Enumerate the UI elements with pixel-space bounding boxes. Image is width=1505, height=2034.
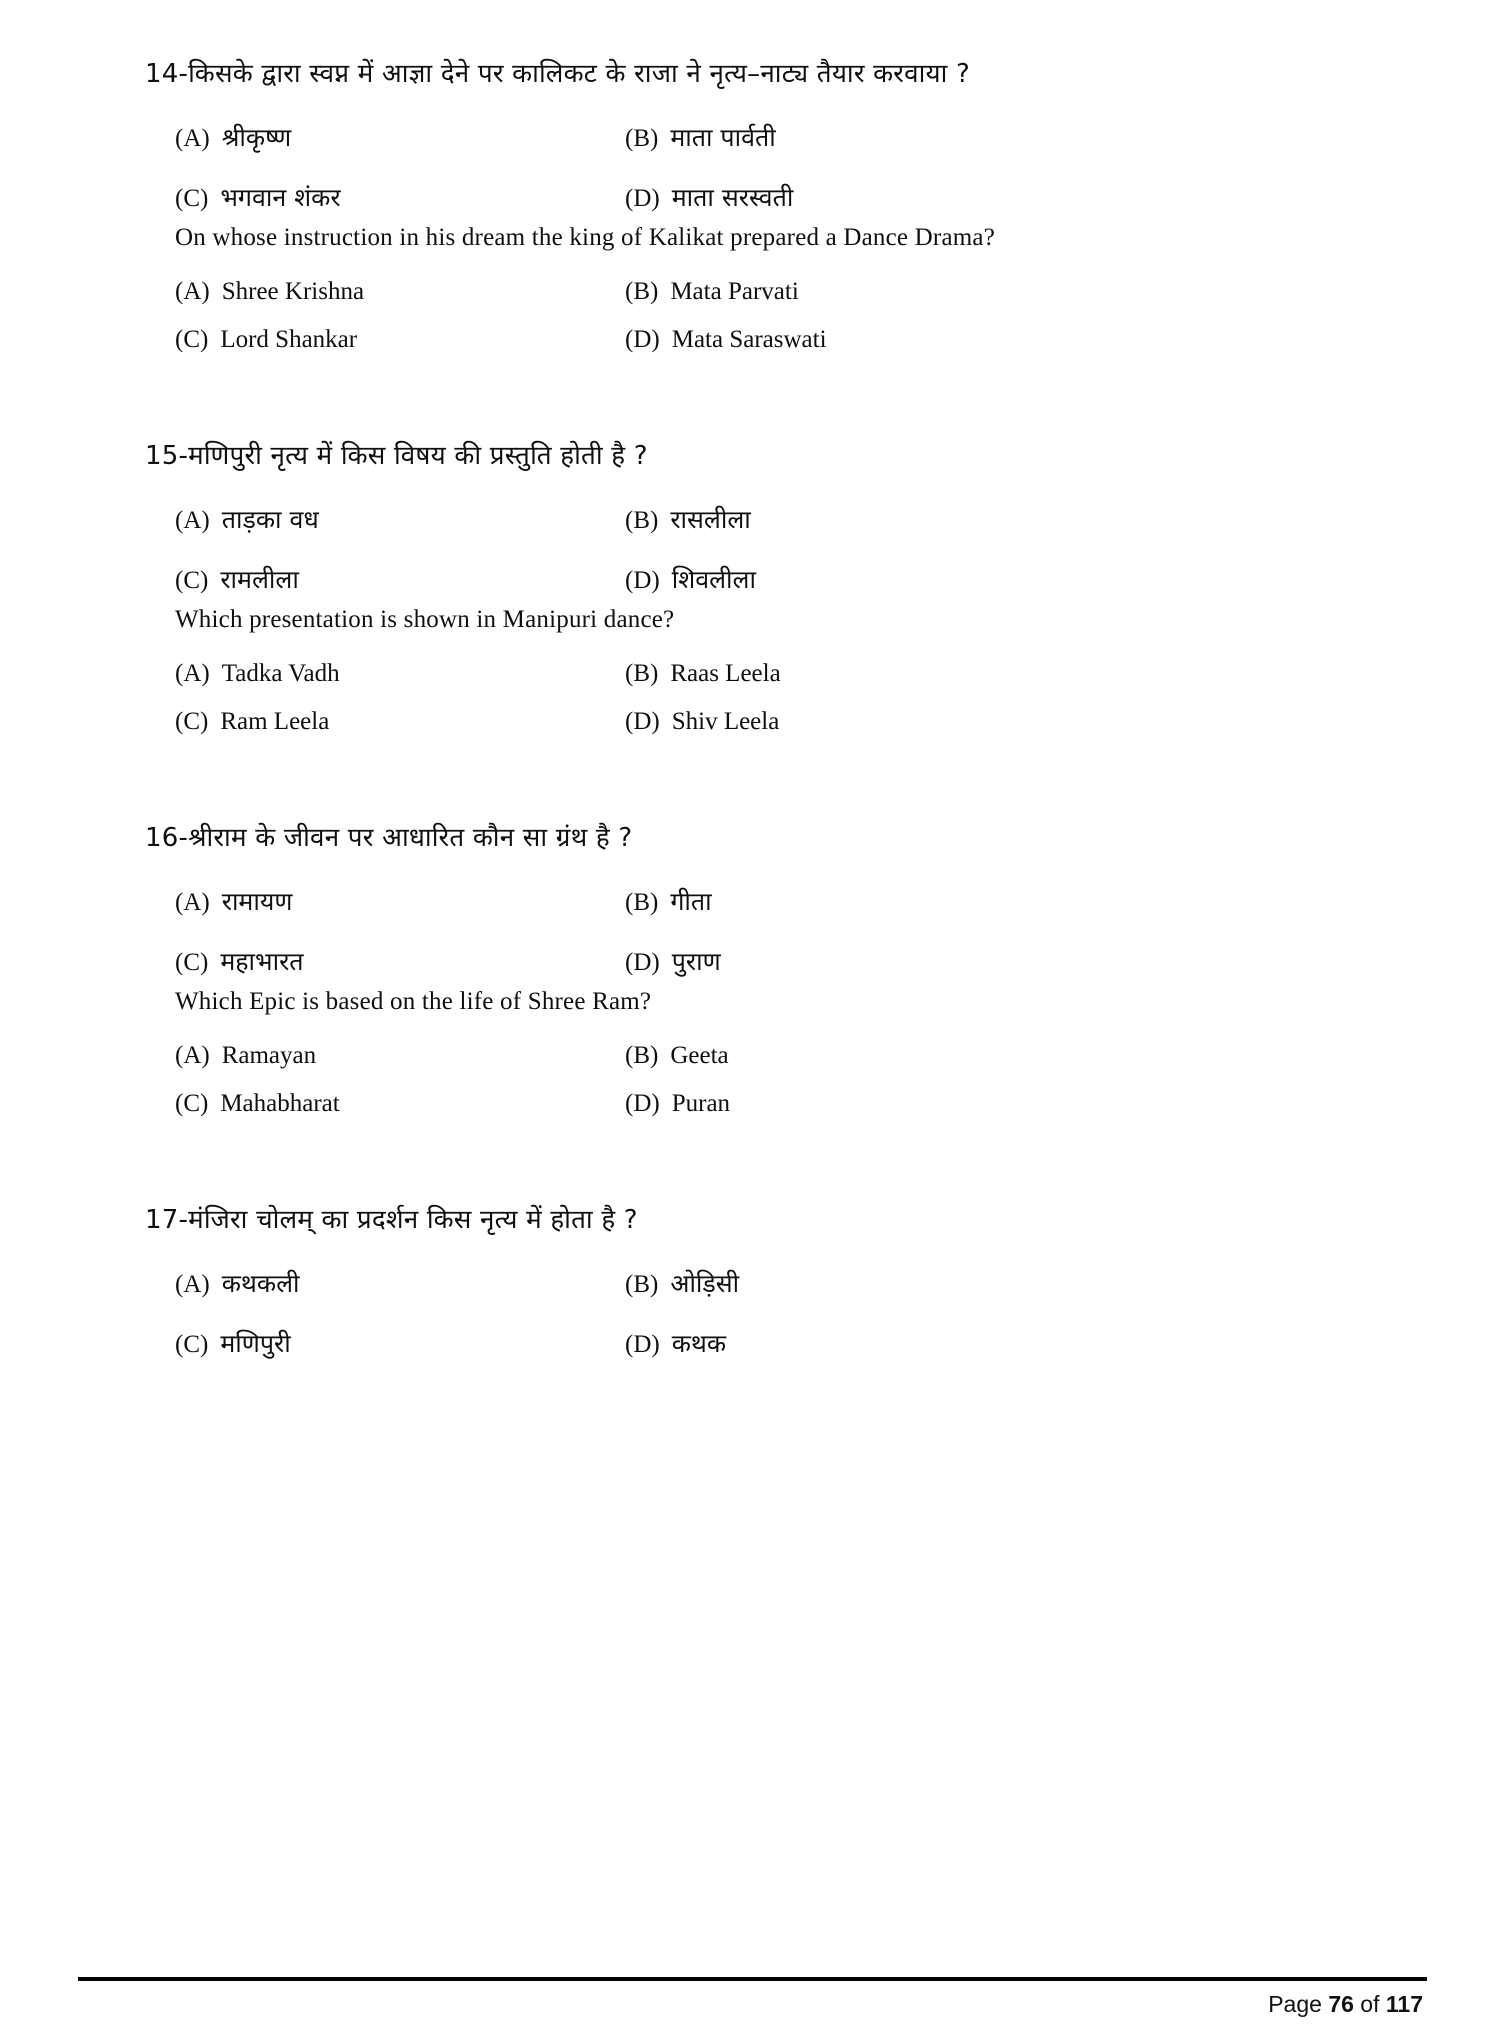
english-options-16: [145, 1042, 1385, 1118]
option-key: (B): [625, 1041, 659, 1069]
option-row: [145, 884, 1385, 918]
option-row: [145, 502, 1385, 536]
question-block-15: [145, 438, 1385, 736]
question-block-17: [145, 1202, 1385, 1360]
option-key: (D): [625, 566, 660, 594]
option-label: ताड़का वध: [221, 504, 319, 534]
option-key: (A): [175, 277, 210, 305]
option-label: Ramayan: [221, 1041, 317, 1069]
option-b[interactable]: [625, 1042, 1385, 1070]
hindi-options-15: [145, 502, 1385, 596]
option-c[interactable]: [175, 944, 625, 978]
option-row: [145, 278, 1385, 306]
option-row: [145, 660, 1385, 688]
option-key: (B): [625, 277, 659, 305]
option-key: (A): [175, 124, 210, 152]
option-b[interactable]: [625, 660, 1385, 688]
option-a[interactable]: [175, 884, 625, 918]
option-a[interactable]: [175, 278, 625, 306]
option-key: (B): [625, 659, 659, 687]
option-label: शिवलीला: [671, 564, 756, 594]
option-label: पुराण: [671, 946, 721, 976]
question-block-14: [145, 56, 1385, 354]
english-options-15: [145, 660, 1385, 736]
option-key: (C): [175, 707, 209, 735]
hindi-options-17: [145, 1266, 1385, 1360]
option-key: (A): [175, 888, 210, 916]
option-key: (A): [175, 506, 210, 534]
option-row: [145, 708, 1385, 736]
option-b[interactable]: [625, 120, 1385, 154]
option-label: Mahabharat: [220, 1089, 340, 1117]
option-key: (C): [175, 566, 209, 594]
footer-prefix: Page: [1268, 1991, 1329, 2017]
hindi-options-14: [145, 120, 1385, 214]
option-key: (B): [625, 1270, 659, 1298]
footer-total-pages: 117: [1385, 1991, 1423, 2017]
option-label: Puran: [671, 1089, 731, 1117]
option-row: [145, 944, 1385, 978]
option-key: (D): [625, 325, 660, 353]
option-key: (D): [625, 707, 660, 735]
option-key: (C): [175, 1089, 209, 1117]
option-d[interactable]: [625, 1326, 1385, 1360]
question-stem-hindi: 16-श्रीराम के जीवन पर आधारित कौन सा ग्रंथ है ?: [145, 822, 633, 853]
option-label: Geeta: [670, 1041, 729, 1069]
footer-current-page: 76: [1328, 1991, 1354, 2017]
page-number-label: [78, 1981, 1427, 2018]
page-footer: [78, 1977, 1427, 2018]
option-label: रासलीला: [670, 504, 751, 534]
option-row: [145, 1266, 1385, 1300]
english-options-14: [145, 278, 1385, 354]
option-key: (C): [175, 948, 209, 976]
question-stem-english: On whose instruction in his dream the king of Kalikat prepared a Dance Drama?: [175, 223, 995, 251]
option-key: (C): [175, 325, 209, 353]
option-row: [145, 562, 1385, 596]
option-c[interactable]: [175, 562, 625, 596]
option-key: (B): [625, 888, 659, 916]
option-row: [145, 120, 1385, 154]
question-spacer: [145, 398, 1385, 438]
option-row: [145, 1042, 1385, 1070]
option-key: (C): [175, 184, 209, 212]
option-row: [145, 1326, 1385, 1360]
option-a[interactable]: [175, 660, 625, 688]
option-a[interactable]: [175, 502, 625, 536]
option-key: (D): [625, 1089, 660, 1117]
option-label: कथक: [671, 1328, 727, 1358]
option-a[interactable]: [175, 1042, 625, 1070]
option-label: कथकली: [221, 1268, 300, 1298]
option-b[interactable]: [625, 884, 1385, 918]
footer-middle: of: [1353, 1991, 1386, 2017]
option-label: Ram Leela: [220, 707, 330, 735]
option-key: (C): [175, 1330, 209, 1358]
option-label: महाभारत: [220, 946, 304, 976]
option-c[interactable]: [175, 180, 625, 214]
option-key: (D): [625, 1330, 660, 1358]
option-label: भगवान शंकर: [220, 182, 341, 212]
option-key: (A): [175, 1041, 210, 1069]
question-stem-english: Which Epic is based on the life of Shree Ram?: [175, 987, 652, 1015]
option-c[interactable]: [175, 1090, 625, 1118]
question-stem-hindi: 17-मंजिरा चोलम् का प्रदर्शन किस नृत्य में होता है ?: [145, 1204, 638, 1235]
option-row: [145, 326, 1385, 354]
question-block-16: [145, 820, 1385, 1118]
option-b[interactable]: [625, 502, 1385, 536]
option-row: [145, 1090, 1385, 1118]
option-a[interactable]: [175, 120, 625, 154]
option-key: (D): [625, 948, 660, 976]
option-label: Mata Parvati: [670, 277, 799, 305]
question-stem-hindi: 14-किसके द्वारा स्वप्न में आज्ञा देने पर कालिकट के राजा ने नृत्य–नाट्य तैयार करवाया ?: [145, 59, 970, 89]
option-key: (A): [175, 1270, 210, 1298]
option-label: माता सरस्वती: [671, 182, 794, 212]
option-d[interactable]: [625, 562, 1385, 596]
option-key: (B): [625, 506, 659, 534]
option-row: [145, 180, 1385, 214]
option-label: श्रीकृष्ण: [221, 122, 292, 152]
option-d[interactable]: [625, 944, 1385, 978]
option-d[interactable]: [625, 1090, 1385, 1118]
option-b[interactable]: [625, 1266, 1385, 1300]
option-key: (B): [625, 124, 659, 152]
option-label: Raas Leela: [670, 659, 781, 687]
hindi-options-16: [145, 884, 1385, 978]
option-key: (D): [625, 184, 660, 212]
option-label: Lord Shankar: [220, 325, 358, 353]
option-d[interactable]: [625, 326, 1385, 354]
option-label: Mata Saraswati: [671, 325, 827, 353]
option-a[interactable]: [175, 1266, 625, 1300]
option-label: मणिपुरी: [220, 1328, 291, 1358]
question-spacer: [145, 1162, 1385, 1202]
question-stem-english: Which presentation is shown in Manipuri dance?: [175, 605, 675, 633]
option-label: Shree Krishna: [221, 277, 365, 305]
option-d[interactable]: [625, 180, 1385, 214]
option-label: रामायण: [221, 886, 293, 916]
question-spacer: [145, 780, 1385, 820]
option-label: माता पार्वती: [670, 122, 776, 152]
option-label: ओड़िसी: [670, 1268, 740, 1298]
option-key: (A): [175, 659, 210, 687]
option-b[interactable]: [625, 278, 1385, 306]
option-label: Tadka Vadh: [221, 659, 340, 687]
option-label: रामलीला: [220, 564, 299, 594]
option-c[interactable]: [175, 708, 625, 736]
option-label: गीता: [670, 886, 712, 916]
question-stem-hindi: 15-मणिपुरी नृत्य में किस विषय की प्रस्तुति होती है ?: [145, 440, 648, 471]
option-c[interactable]: [175, 326, 625, 354]
option-c[interactable]: [175, 1326, 625, 1360]
option-label: Shiv Leela: [671, 707, 780, 735]
option-d[interactable]: [625, 708, 1385, 736]
